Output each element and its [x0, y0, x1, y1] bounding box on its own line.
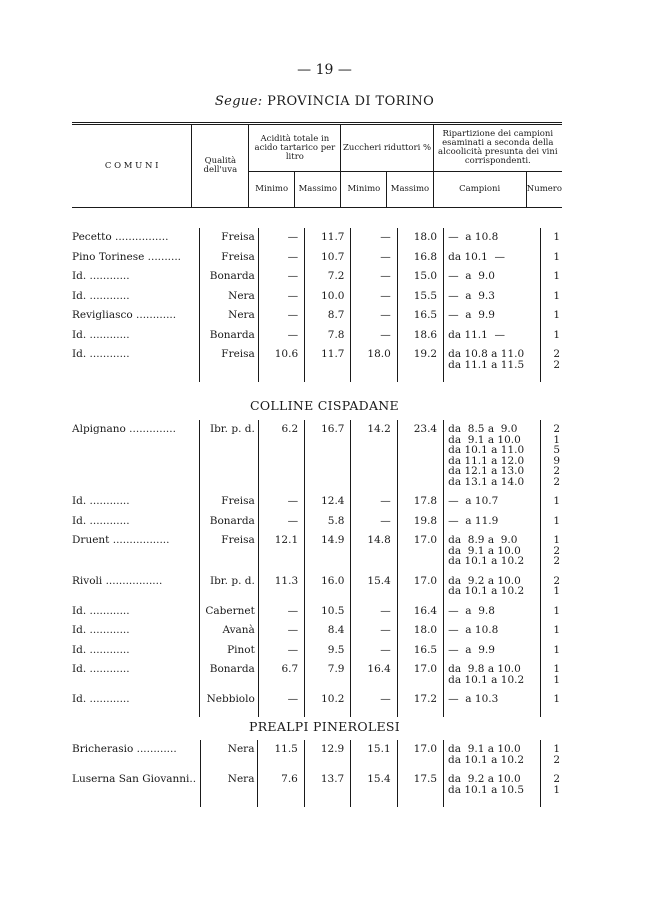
zuccheri-min-cell: —	[351, 321, 397, 341]
acidita-min-cell: —	[258, 301, 304, 321]
acidita-min-cell: —	[258, 685, 304, 705]
zuccheri-max-cell: 19.2	[397, 340, 443, 370]
uva-cell: Bonarda	[200, 507, 259, 527]
spacer-cell	[305, 370, 351, 382]
spacer-cell	[351, 795, 397, 807]
spacer-cell	[200, 795, 258, 807]
spacer-cell	[351, 705, 397, 717]
acidita-max-cell: 8.7	[305, 301, 351, 321]
spacer-cell	[200, 370, 259, 382]
spacer-cell	[258, 705, 304, 717]
header-zuccheri-min: Minimo	[341, 172, 387, 208]
table-row	[72, 507, 562, 527]
table-row	[72, 597, 562, 617]
zuccheri-min-cell: 16.4	[351, 655, 397, 685]
comune-cell: Bricherasio ............	[72, 740, 200, 765]
zuccheri-min-cell: —	[351, 685, 397, 705]
zuccheri-min-cell: —	[351, 301, 397, 321]
acidita-max-cell: 10.2	[305, 685, 351, 705]
page-title	[0, 94, 649, 109]
acidita-max-cell: 13.7	[304, 765, 350, 795]
section-provincia-torino	[72, 228, 562, 382]
table-row	[72, 740, 562, 765]
spacer-cell	[258, 370, 304, 382]
numero-cell: 1	[553, 289, 560, 302]
zuccheri-max-cell: 17.5	[397, 765, 443, 795]
campioni-cell: — a 10.7	[444, 487, 541, 507]
table-header	[72, 122, 562, 208]
numero-cell: 2 2	[553, 348, 560, 371]
comune-cell: Id. ............	[72, 282, 200, 302]
comune-cell: Pino Torinese ..........	[72, 243, 200, 263]
numero-cell: 1	[553, 495, 560, 507]
numero-cell: 2 1 5 9 2 2	[553, 423, 560, 488]
campioni-cell: da 9.8 a 10.0 da 10.1 a 10.2	[444, 655, 541, 685]
uva-cell: Freisa	[200, 526, 259, 567]
zuccheri-min-cell: —	[351, 616, 397, 636]
title-text: PROVINCIA DI TORINO	[267, 94, 435, 109]
section-colline-cispadane	[72, 420, 562, 717]
uva-cell: Ibr. p. d.	[200, 420, 259, 487]
acidita-min-cell: —	[258, 262, 304, 282]
uva-cell: Pinot	[200, 636, 259, 656]
numero-cell: 1	[553, 514, 560, 527]
spacer-cell	[444, 370, 541, 382]
table-spacer	[72, 795, 562, 807]
campioni-cell: da 11.1 —	[444, 321, 541, 341]
table-row	[72, 282, 562, 302]
zuccheri-max-cell: 17.8	[397, 487, 443, 507]
zuccheri-min-cell: —	[351, 507, 397, 527]
title-prefix: Segue:	[214, 94, 263, 109]
spacer-cell	[258, 795, 304, 807]
comune-cell: Rivoli .................	[72, 567, 200, 597]
section-title-colline-cispadane: COLLINE CISPADANE	[250, 398, 399, 413]
campioni-cell: da 10.8 a 11.0 da 11.1 a 11.5	[444, 340, 541, 370]
acidita-max-cell: 11.7	[305, 340, 351, 370]
acidita-min-cell: 6.7	[258, 655, 304, 685]
comune-cell: Pecetto ................	[72, 228, 200, 243]
spacer-cell	[541, 370, 562, 382]
acidita-min-cell: 11.5	[258, 740, 304, 765]
zuccheri-max-cell: 17.0	[397, 655, 443, 685]
zuccheri-max-cell: 23.4	[397, 420, 443, 487]
table-row	[72, 655, 562, 685]
acidita-min-cell: 12.1	[258, 526, 304, 567]
comune-cell: Revigliasco ............	[72, 301, 200, 321]
acidita-min-cell: —	[258, 228, 304, 243]
acidita-max-cell: 10.7	[305, 243, 351, 263]
zuccheri-max-cell: 17.0	[397, 526, 443, 567]
zuccheri-max-cell: 16.4	[397, 597, 443, 617]
comune-cell: Luserna San Giovanni..	[72, 765, 200, 795]
uva-cell: Freisa	[200, 487, 259, 507]
header-comuni: C O M U N I	[72, 124, 192, 208]
comune-cell: Id. ............	[72, 321, 200, 341]
uva-cell: Freisa	[200, 340, 259, 370]
zuccheri-min-cell: —	[351, 487, 397, 507]
numero-cell: 2 1	[553, 773, 560, 796]
comune-cell: Id. ............	[72, 507, 200, 527]
header-zuccheri: Zuccheri riduttori %	[341, 124, 433, 172]
table-row	[72, 526, 562, 567]
table-row	[72, 487, 562, 507]
campioni-cell: — a 10.8	[444, 616, 541, 636]
section-prealpi-pinerolesi	[72, 740, 562, 807]
table-row	[72, 616, 562, 636]
zuccheri-max-cell: 18.0	[397, 228, 443, 243]
acidita-max-cell: 8.4	[305, 616, 351, 636]
acidita-max-cell: 12.4	[305, 487, 351, 507]
numero-cell: 1 2 2	[553, 534, 560, 567]
numero-cell: 1	[553, 624, 560, 636]
acidita-min-cell: —	[258, 321, 304, 341]
table-row	[72, 567, 562, 597]
numero-cell: 1	[553, 643, 560, 656]
campioni-cell: — a 10.3	[444, 685, 541, 705]
comune-cell: Druent .................	[72, 526, 200, 567]
numero-cell: 1	[553, 270, 560, 282]
zuccheri-min-cell: —	[351, 262, 397, 282]
zuccheri-min-cell: —	[351, 597, 397, 617]
acidita-min-cell: —	[258, 243, 304, 263]
campioni-cell: da 9.1 a 10.0 da 10.1 a 10.2	[444, 740, 541, 765]
campioni-cell: — a 9.3	[444, 282, 541, 302]
comune-cell: Alpignano ..............	[72, 420, 200, 487]
uva-cell: Cabernet	[200, 597, 259, 617]
table-row	[72, 243, 562, 263]
table-spacer	[72, 370, 562, 382]
zuccheri-max-cell: 18.6	[397, 321, 443, 341]
acidita-min-cell: —	[258, 616, 304, 636]
spacer-cell	[72, 370, 200, 382]
spacer-cell	[305, 705, 351, 717]
zuccheri-max-cell: 18.0	[397, 616, 443, 636]
campioni-cell: — a 9.9	[444, 301, 541, 321]
table-row	[72, 340, 562, 370]
uva-cell: Avanà	[200, 616, 259, 636]
header-numero: Numero	[526, 172, 562, 208]
campioni-cell: — a 9.0	[444, 262, 541, 282]
uva-cell: Freisa	[200, 228, 259, 243]
acidita-max-cell: 16.0	[305, 567, 351, 597]
header-acidita: Acidità totale in acido tartarico per litro	[249, 124, 341, 172]
uva-cell: Nebbiolo	[200, 685, 259, 705]
uva-cell: Nera	[200, 282, 259, 302]
acidita-max-cell: 5.8	[305, 507, 351, 527]
uva-cell: Nera	[200, 301, 259, 321]
acidita-min-cell: —	[258, 507, 304, 527]
zuccheri-max-cell: 16.5	[397, 636, 443, 656]
header-acidita-max: Massimo	[295, 172, 341, 208]
campioni-cell: da 8.9 a 9.0 da 9.1 a 10.0 da 10.1 a 10.2	[444, 526, 541, 567]
header-qualita: Qualità dell'uva	[192, 124, 249, 208]
campioni-cell: — a 9.9	[444, 636, 541, 656]
acidita-min-cell: —	[258, 597, 304, 617]
spacer-cell	[397, 370, 443, 382]
campioni-cell: — a 11.9	[444, 507, 541, 527]
numero-cell: 1 1	[553, 663, 560, 686]
zuccheri-max-cell: 16.5	[397, 301, 443, 321]
uva-cell: Freisa	[200, 243, 259, 263]
header-campioni: Campioni	[433, 172, 526, 208]
numero-cell: 1	[553, 693, 560, 705]
zuccheri-min-cell: —	[351, 282, 397, 302]
numero-cell: 2 1	[553, 574, 560, 597]
table-row	[72, 228, 562, 243]
campioni-cell: da 10.1 —	[444, 243, 541, 263]
spacer-cell	[541, 705, 562, 717]
table-row	[72, 321, 562, 341]
acidita-max-cell: 10.5	[305, 597, 351, 617]
table-row	[72, 765, 562, 795]
acidita-min-cell: —	[258, 636, 304, 656]
table-row	[72, 301, 562, 321]
acidita-max-cell: 9.5	[305, 636, 351, 656]
zuccheri-min-cell: —	[351, 228, 397, 243]
spacer-cell	[304, 795, 350, 807]
zuccheri-min-cell: 15.4	[351, 567, 397, 597]
acidita-max-cell: 7.2	[305, 262, 351, 282]
campioni-cell: — a 10.8	[444, 228, 541, 243]
zuccheri-min-cell: 15.1	[351, 740, 397, 765]
zuccheri-min-cell: —	[351, 636, 397, 656]
spacer-cell	[397, 795, 443, 807]
zuccheri-min-cell: 14.2	[351, 420, 397, 487]
header-zuccheri-max: Massimo	[387, 172, 433, 208]
spacer-cell	[541, 795, 562, 807]
uva-cell: Nera	[200, 765, 258, 795]
comune-cell: Id. ............	[72, 616, 200, 636]
spacer-cell	[351, 370, 397, 382]
table-row	[72, 636, 562, 656]
section-title-prealpi-pinerolesi: PREALPI PINEROLESI	[249, 719, 400, 734]
spacer-cell	[72, 705, 200, 717]
acidita-min-cell: —	[258, 487, 304, 507]
zuccheri-min-cell: 14.8	[351, 526, 397, 567]
uva-cell: Bonarda	[200, 321, 259, 341]
acidita-max-cell: 16.7	[305, 420, 351, 487]
acidita-max-cell: 11.7	[305, 228, 351, 243]
acidita-max-cell: 10.0	[305, 282, 351, 302]
comune-cell: Id. ............	[72, 597, 200, 617]
acidita-max-cell: 7.9	[305, 655, 351, 685]
uva-cell: Bonarda	[200, 655, 259, 685]
spacer-cell	[200, 705, 259, 717]
zuccheri-max-cell: 16.8	[397, 243, 443, 263]
acidita-min-cell: 11.3	[258, 567, 304, 597]
zuccheri-max-cell: 15.0	[397, 262, 443, 282]
numero-cell: 1	[553, 309, 560, 321]
acidita-max-cell: 14.9	[305, 526, 351, 567]
uva-cell: Ibr. p. d.	[200, 567, 259, 597]
header-ripartizione: Ripartizione dei campioni esaminati a seconda della alcoolicità presunta dei vini corrispondenti.	[438, 129, 558, 166]
zuccheri-min-cell: —	[351, 243, 397, 263]
acidita-max-cell: 7.8	[305, 321, 351, 341]
acidita-max-cell: 12.9	[304, 740, 350, 765]
zuccheri-max-cell: 19.8	[397, 507, 443, 527]
campioni-cell: da 8.5 a 9.0 da 9.1 a 10.0 da 10.1 a 11.0 da 11.1 a 12.0 da 12.1 a 13.0 da 13.1 a 14.0	[444, 420, 541, 487]
table-row	[72, 262, 562, 282]
uva-cell: Bonarda	[200, 262, 259, 282]
comune-cell: Id. ............	[72, 685, 200, 705]
acidita-min-cell: 10.6	[258, 340, 304, 370]
table-row	[72, 685, 562, 705]
table-spacer	[72, 705, 562, 717]
table-row	[72, 420, 562, 487]
zuccheri-max-cell: 17.0	[397, 740, 443, 765]
spacer-cell	[397, 705, 443, 717]
campioni-cell: — a 9.8	[444, 597, 541, 617]
zuccheri-max-cell: 15.5	[397, 282, 443, 302]
comune-cell: Id. ............	[72, 655, 200, 685]
zuccheri-max-cell: 17.2	[397, 685, 443, 705]
spacer-cell	[444, 795, 541, 807]
numero-cell: 1	[553, 231, 560, 243]
numero-cell: 1	[553, 250, 560, 263]
numero-cell: 1 2	[553, 743, 560, 766]
acidita-min-cell: —	[258, 282, 304, 302]
acidita-min-cell: 6.2	[258, 420, 304, 487]
campioni-cell: da 9.2 a 10.0 da 10.1 a 10.2	[444, 567, 541, 597]
numero-cell: 1	[553, 604, 560, 617]
zuccheri-max-cell: 17.0	[397, 567, 443, 597]
uva-cell: Nera	[200, 740, 258, 765]
comune-cell: Id. ............	[72, 636, 200, 656]
comune-cell: Id. ............	[72, 487, 200, 507]
comune-cell: Id. ............	[72, 340, 200, 370]
comune-cell: Id. ............	[72, 262, 200, 282]
campioni-cell: da 9.2 a 10.0 da 10.1 a 10.5	[444, 765, 541, 795]
numero-cell: 1	[553, 328, 560, 341]
spacer-cell	[72, 795, 200, 807]
zuccheri-min-cell: 15.4	[351, 765, 397, 795]
header-acidita-min: Minimo	[249, 172, 295, 208]
zuccheri-min-cell: 18.0	[351, 340, 397, 370]
page-number: — 19 —	[297, 62, 352, 78]
acidita-min-cell: 7.6	[258, 765, 304, 795]
spacer-cell	[444, 705, 541, 717]
